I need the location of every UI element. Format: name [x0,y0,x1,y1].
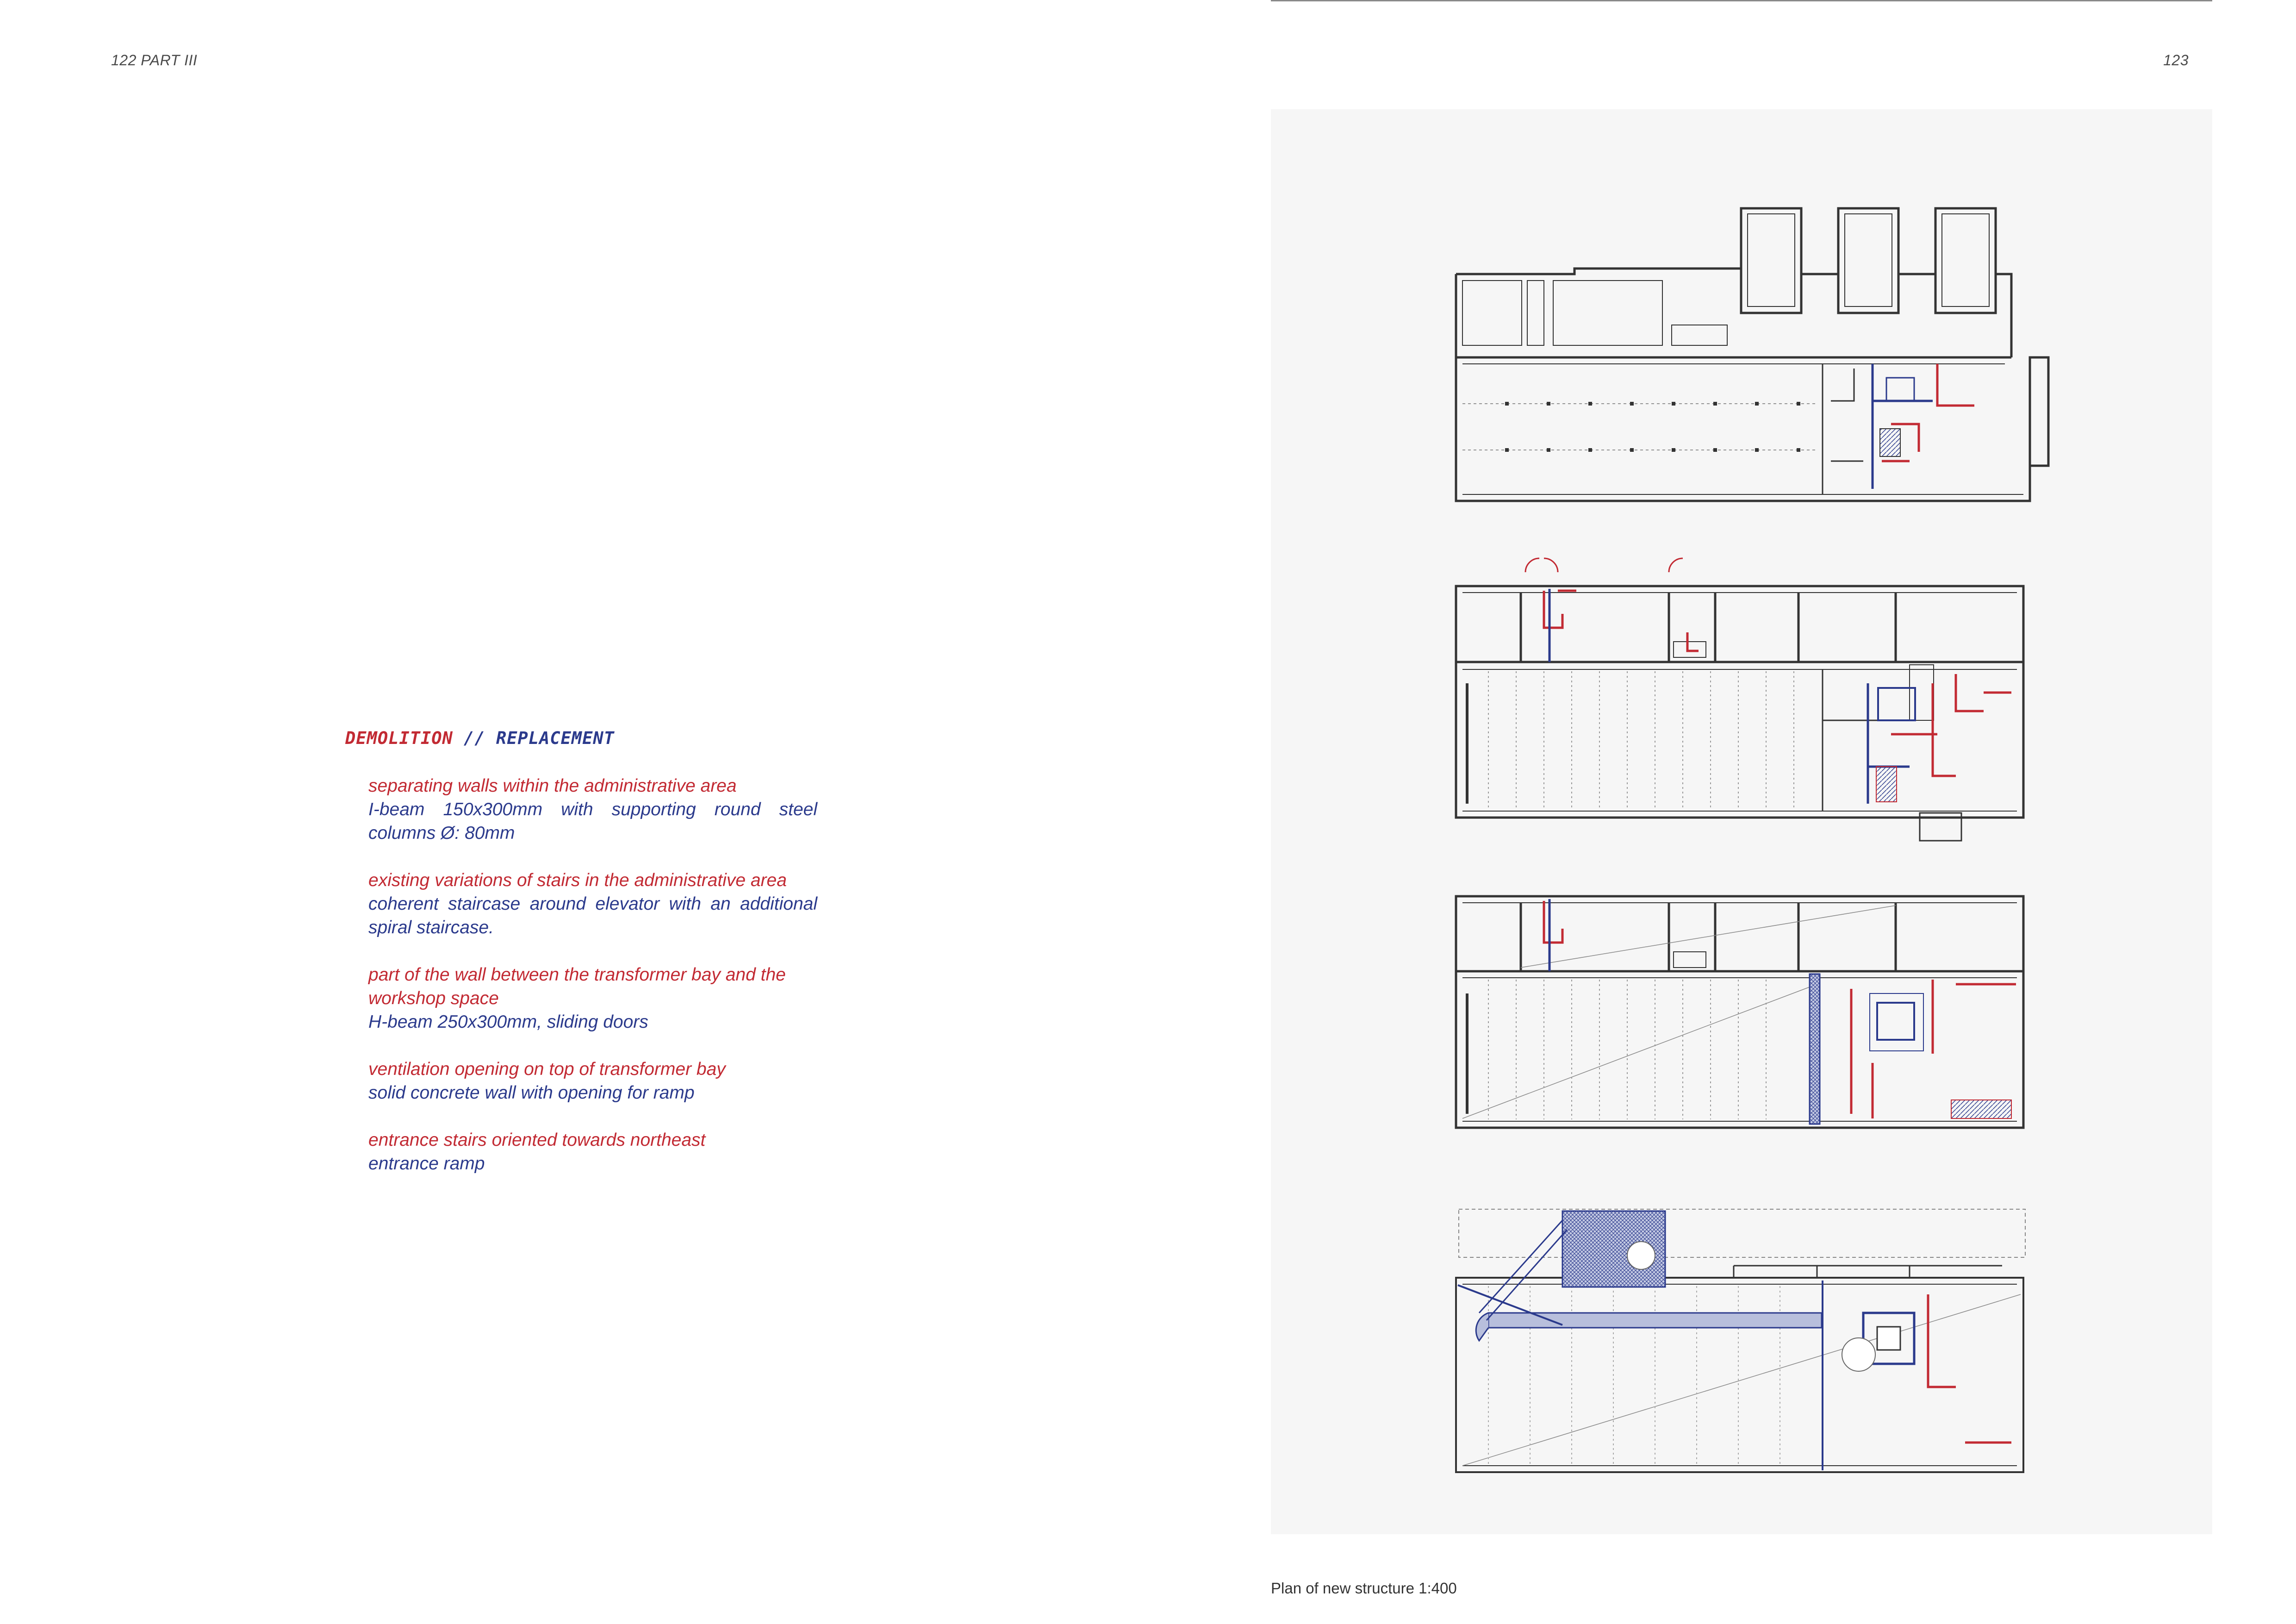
floor-plan-2-changes [1525,558,2011,804]
floor-plan-2-hall-lines [1488,671,1794,809]
list-item [368,868,817,939]
floor-plans-panel [1271,109,2212,1534]
floor-plan-1 [1456,208,2048,501]
floor-plans-drawing [1271,109,2212,1534]
list-item [368,963,817,1034]
floor-plan-3-changes [1544,899,2016,1124]
list-item [368,1128,817,1175]
floor-plan-3-hall-lines [1488,980,1766,1119]
demolition-text: part of the wall between the transformer bay and the workshop space [368,965,786,1008]
right-page-number: 123 [2163,52,2189,69]
demolition-text: ventilation opening on top of transformer bay [368,1059,726,1079]
list-item [368,1057,817,1105]
heading-separator: // [453,728,496,748]
demolition-replacement-list [368,774,817,1199]
replacement-text: coherent staircase around elevator with an additional spiral staircase. [368,894,817,937]
replacement-text: solid concrete wall with opening for ramp [368,1083,695,1103]
top-rule [1271,0,2212,1]
section-heading [345,728,615,748]
replacement-text: H-beam 250x300mm, sliding doors [368,1012,648,1032]
floor-plan-3 [1456,896,2023,1128]
floor-plan-4 [1456,1209,2025,1472]
heading-demolition: DEMOLITION [345,728,453,748]
floor-plan-4-ramp [1458,1211,2011,1470]
replacement-text: entrance ramp [368,1154,485,1174]
list-item [368,774,817,845]
demolition-text: separating walls within the administrative area [368,776,737,796]
demolition-text: entrance stairs oriented towards northeast [368,1130,706,1150]
floor-plan-1-admin-core [1831,364,1974,489]
heading-replacement: REPLACEMENT [496,728,615,748]
replacement-text: I-beam 150x300mm with supporting round steel columns Ø: 80mm [368,800,817,843]
floor-plan-2 [1456,586,2023,841]
left-page-number: 122 PART III [111,52,198,69]
floor-plan-1-columns [1505,402,1800,452]
figure-caption: Plan of new structure 1:400 [1271,1580,1457,1597]
demolition-text: existing variations of stairs in the administrative area [368,870,787,890]
